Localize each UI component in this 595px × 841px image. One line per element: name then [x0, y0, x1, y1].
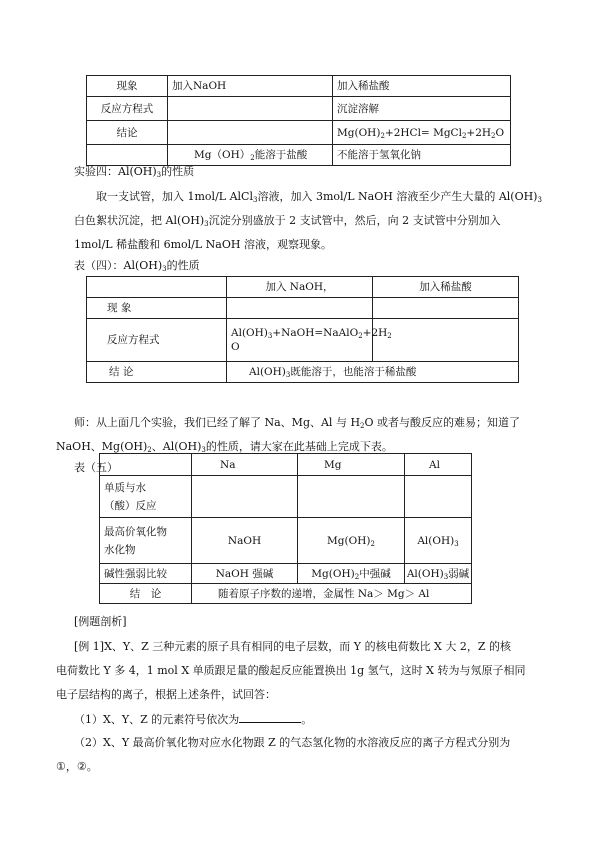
header-phenomenon: 现象 — [87, 76, 168, 97]
exp4-line-2: 白色絮状沉淀，把 $Al(OH)_3$沉淀分别盛放于 2 支试管中，然后，向 2 支试管中分别加入 — [74, 214, 501, 228]
header-naoh: 加入 NaOH， — [227, 277, 373, 298]
cell-empty — [373, 319, 519, 362]
teacher-line-1: 师：从上面几个实验，我们已经了解了 Na、Mg、Al 与 $H_2O$ 或者与酸反应的难易；知道了 — [74, 416, 521, 430]
header-hcl: 加入稀盐酸 — [373, 277, 519, 298]
cell-naoh: NaOH — [192, 518, 298, 564]
example-line-2: 电荷数比 Y 多 4，1 mol X 单质跟足量的酸起反应能置换出 1g 氢气，这时 X 转为与氖原子相同 — [56, 664, 526, 677]
cell-conclusion: 随着原子序数的递增，金属性 Na＞ Mg＞ Al — [192, 584, 472, 604]
cell-mg-dissolve: $Mg(OH)_2$能溶于盐酸 — [168, 145, 333, 166]
question-2-line-2: ①，②。 — [56, 760, 98, 773]
table5-caption: 表（五） — [74, 461, 118, 474]
example-line-1: [例 1]X、Y、Z 三种元素的原子具有相同的电子层数，而 Y 的核电荷数比 X 大 2，Z 的核 — [74, 640, 512, 653]
row-reaction-label: 单质与水 （酸）反应 — [100, 476, 192, 518]
header-al: Al — [405, 454, 472, 476]
exp4-line-1: 取一支试管，加入 1mol/L AlCl$_3$溶液，加入 3mol/L NaOH 溶液至少产生大量的 $Al(OH)_3$ — [96, 190, 542, 204]
cell-mg-moderate: $Mg(OH)_2$中强碱 — [298, 564, 405, 584]
cell-al-weak: $Al(OH)_3$弱碱 — [405, 564, 472, 584]
row-equation-label: 反应方程式 — [87, 97, 168, 121]
example-line-3: 电子层结构的离子，根据上述条件，试回答： — [56, 688, 276, 701]
cell-empty — [192, 476, 298, 518]
table-five — [99, 453, 472, 604]
cell-empty — [87, 277, 227, 298]
answer-blank — [239, 712, 301, 723]
exp4-line-3: 1mol/L 稀盐酸和 6mol/L NaOH 溶液，观察现象。 — [74, 238, 332, 251]
header-naoh: 加入NaOH — [168, 76, 333, 97]
teacher-line-2: NaOH、$Mg(OH)_2$、$Al(OH)_3$的性质，请大家在此基础上完成下表。 — [56, 440, 393, 454]
cell-empty — [298, 476, 405, 518]
row-basicity-label: 碱性强弱比较 — [100, 564, 192, 584]
header-mg: Mg — [298, 454, 405, 476]
table4-caption: 表（四）：$Al(OH)_3$的性质 — [74, 259, 200, 273]
cell-empty — [87, 145, 168, 166]
cell-empty — [373, 298, 519, 319]
question-2-line-1: （2）X、Y 最高价氧化物对应水化物跟 Z 的气态氢化物的水溶液反应的离子方程式分别为 — [74, 736, 511, 749]
cell-mgoh: $Mg(OH)_2$ — [298, 518, 405, 564]
row-conclusion-label: 结论 — [87, 121, 168, 145]
row-conclusion-label: 结 论 — [100, 584, 192, 604]
row-phenomenon-label: 现 象 — [87, 298, 227, 319]
cell-naoh-strong: NaOH 强碱 — [192, 564, 298, 584]
table-four — [86, 276, 519, 383]
header-na: Na — [192, 454, 298, 476]
cell-empty — [227, 298, 373, 319]
table-three — [86, 75, 511, 166]
cell-mg-equation: $Mg(OH)_2+2HCl=$ $MgCl_2+2H_2O$ — [333, 121, 511, 145]
cell-empty — [405, 476, 472, 518]
header-hcl: 加入稀盐酸 — [333, 76, 511, 97]
row-equation-label: 反应方程式 — [87, 319, 227, 362]
row-conclusion-label: 结 论 — [87, 362, 227, 383]
cell-empty — [100, 454, 192, 476]
cell-aloh: $Al(OH)_3$ — [405, 518, 472, 564]
cell-al-conclusion: $Al(OH)_3$既能溶于，也能溶于稀盐酸 — [227, 362, 519, 383]
row-hydroxide-label: 最高价氧化物 水化物 — [100, 518, 192, 564]
cell-al-equation: $Al(OH)_3+NaOH=NaAlO_2+2H_2$ O — [227, 319, 373, 362]
cell-not-dissolve: 不能溶于氢氧化钠 — [333, 145, 511, 166]
exp4-title: 实验四：$Al(OH)_3$的性质 — [74, 165, 195, 179]
cell-empty — [168, 121, 333, 145]
question-1: （1）X、Y、Z 的元素符号依次为 。 — [74, 713, 313, 726]
cell-empty — [168, 97, 333, 121]
section-example-title: [例题剖析] — [74, 615, 127, 628]
cell-hcl-dissolve: 沉淀溶解 — [333, 97, 511, 121]
